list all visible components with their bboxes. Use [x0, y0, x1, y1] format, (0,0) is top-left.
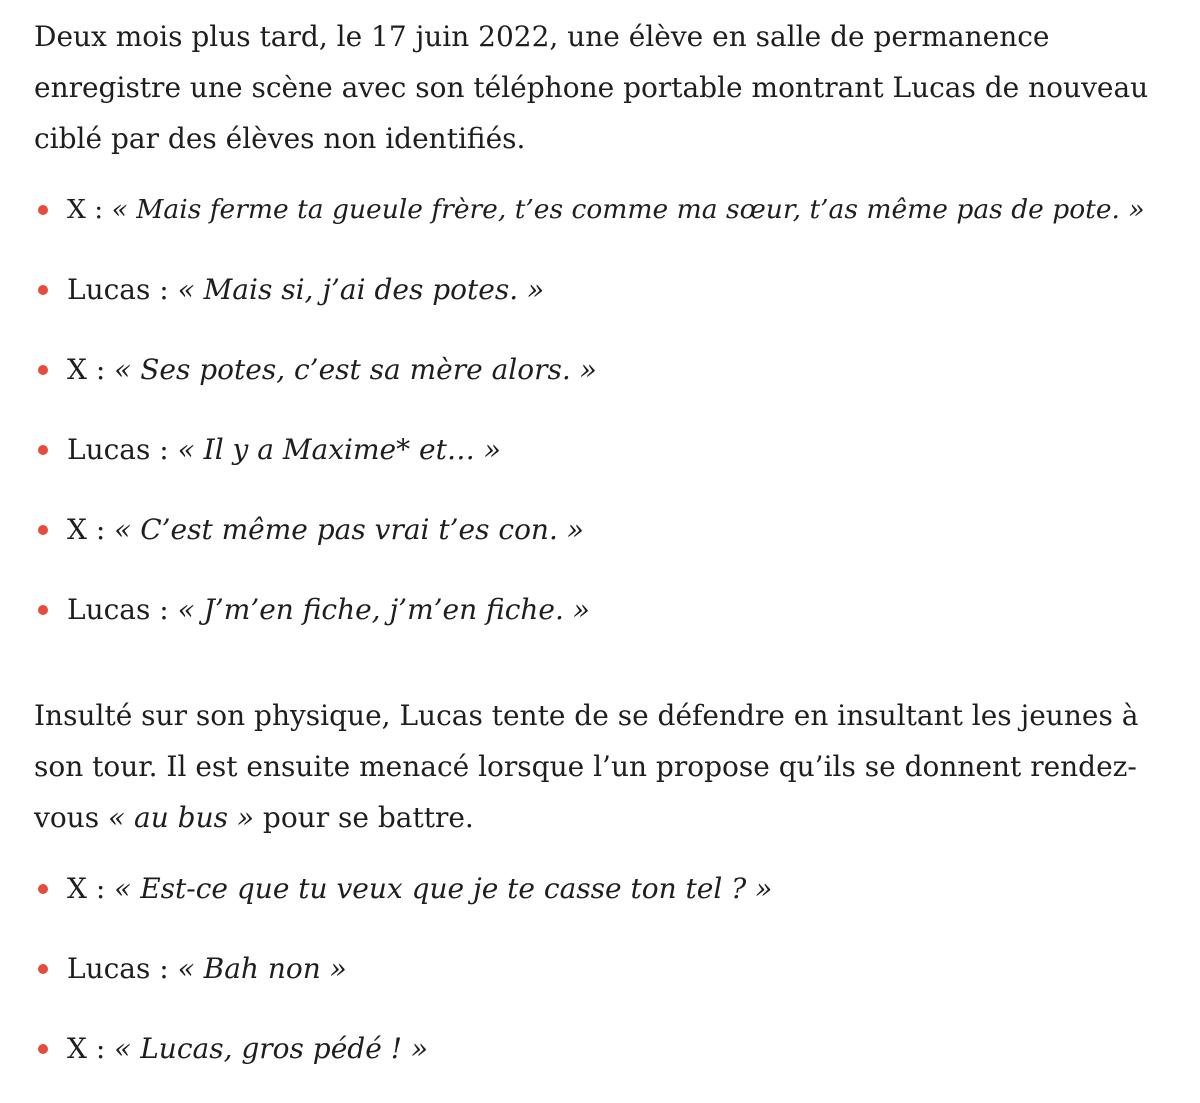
quote-text: « Est-ce que tu veux que je te casse ton tel ? » — [114, 872, 773, 905]
quote-text: « Mais ferme ta gueule frère, t’es comme ma sœur, t’as même pas de pote. » — [111, 194, 1145, 225]
dialogue-line — [34, 584, 1160, 664]
dialogue-line — [34, 264, 1160, 344]
quote-text: « Bah non » — [177, 952, 347, 985]
dialogue-line — [34, 344, 1160, 424]
dialogue-line — [34, 424, 1160, 504]
dialogue-line — [34, 504, 1160, 584]
dialogue-line — [34, 863, 1160, 943]
middle-paragraph-text: Insulté sur son physique, Lucas tente de se défendre en insultant les jeunes à son tour. Il est ensuite menacé lorsque l’un propose qu’ils se donnent rendez-vous — [34, 699, 1139, 834]
quote-text: « Il y a Maxime* et… » — [177, 433, 501, 466]
middle-paragraph — [34, 690, 1160, 843]
speaker-label: Lucas : — [67, 273, 178, 306]
bullet-icon — [38, 605, 48, 615]
quote-text: « C’est même pas vrai t’es con. » — [114, 513, 584, 546]
speaker-label: X : — [67, 194, 112, 225]
quote-text: « J’m’en fiche, j’m’en fiche. » — [177, 593, 590, 626]
quote-text: « Ses potes, c’est sa mère alors. » — [114, 353, 597, 386]
speaker-label: Lucas : — [67, 952, 178, 985]
quote-text: « Mais si, j’ai des potes. » — [177, 273, 545, 306]
dialogue-line — [34, 943, 1160, 1023]
speaker-label: X : — [67, 353, 115, 386]
bullet-icon — [38, 205, 48, 215]
dialogue-list-1 — [34, 184, 1160, 664]
bullet-icon — [38, 365, 48, 375]
speaker-label: X : — [67, 513, 115, 546]
bullet-icon — [38, 285, 48, 295]
bullet-icon — [38, 525, 48, 535]
dialogue-list-2 — [34, 863, 1160, 1103]
bullet-icon — [38, 1044, 48, 1054]
speaker-label: X : — [67, 1032, 115, 1065]
middle-paragraph-text-end: pour se battre. — [254, 801, 474, 834]
speaker-label: Lucas : — [67, 433, 178, 466]
bullet-icon — [38, 964, 48, 974]
dialogue-line — [34, 1023, 1160, 1103]
speaker-label: Lucas : — [67, 593, 178, 626]
intro-paragraph: Deux mois plus tard, le 17 juin 2022, une élève en salle de permanence enregistre une scène avec son téléphone portable montrant Lucas de nouveau ciblé par des élèves non identifiés. — [34, 20, 1149, 155]
speaker-label: X : — [67, 872, 115, 905]
middle-paragraph-emphasis: « au bus » — [107, 801, 254, 834]
bullet-icon — [38, 445, 48, 455]
bullet-icon — [38, 884, 48, 894]
dialogue-line — [34, 184, 1160, 264]
quote-text: « Lucas, gros pédé ! » — [114, 1032, 428, 1065]
